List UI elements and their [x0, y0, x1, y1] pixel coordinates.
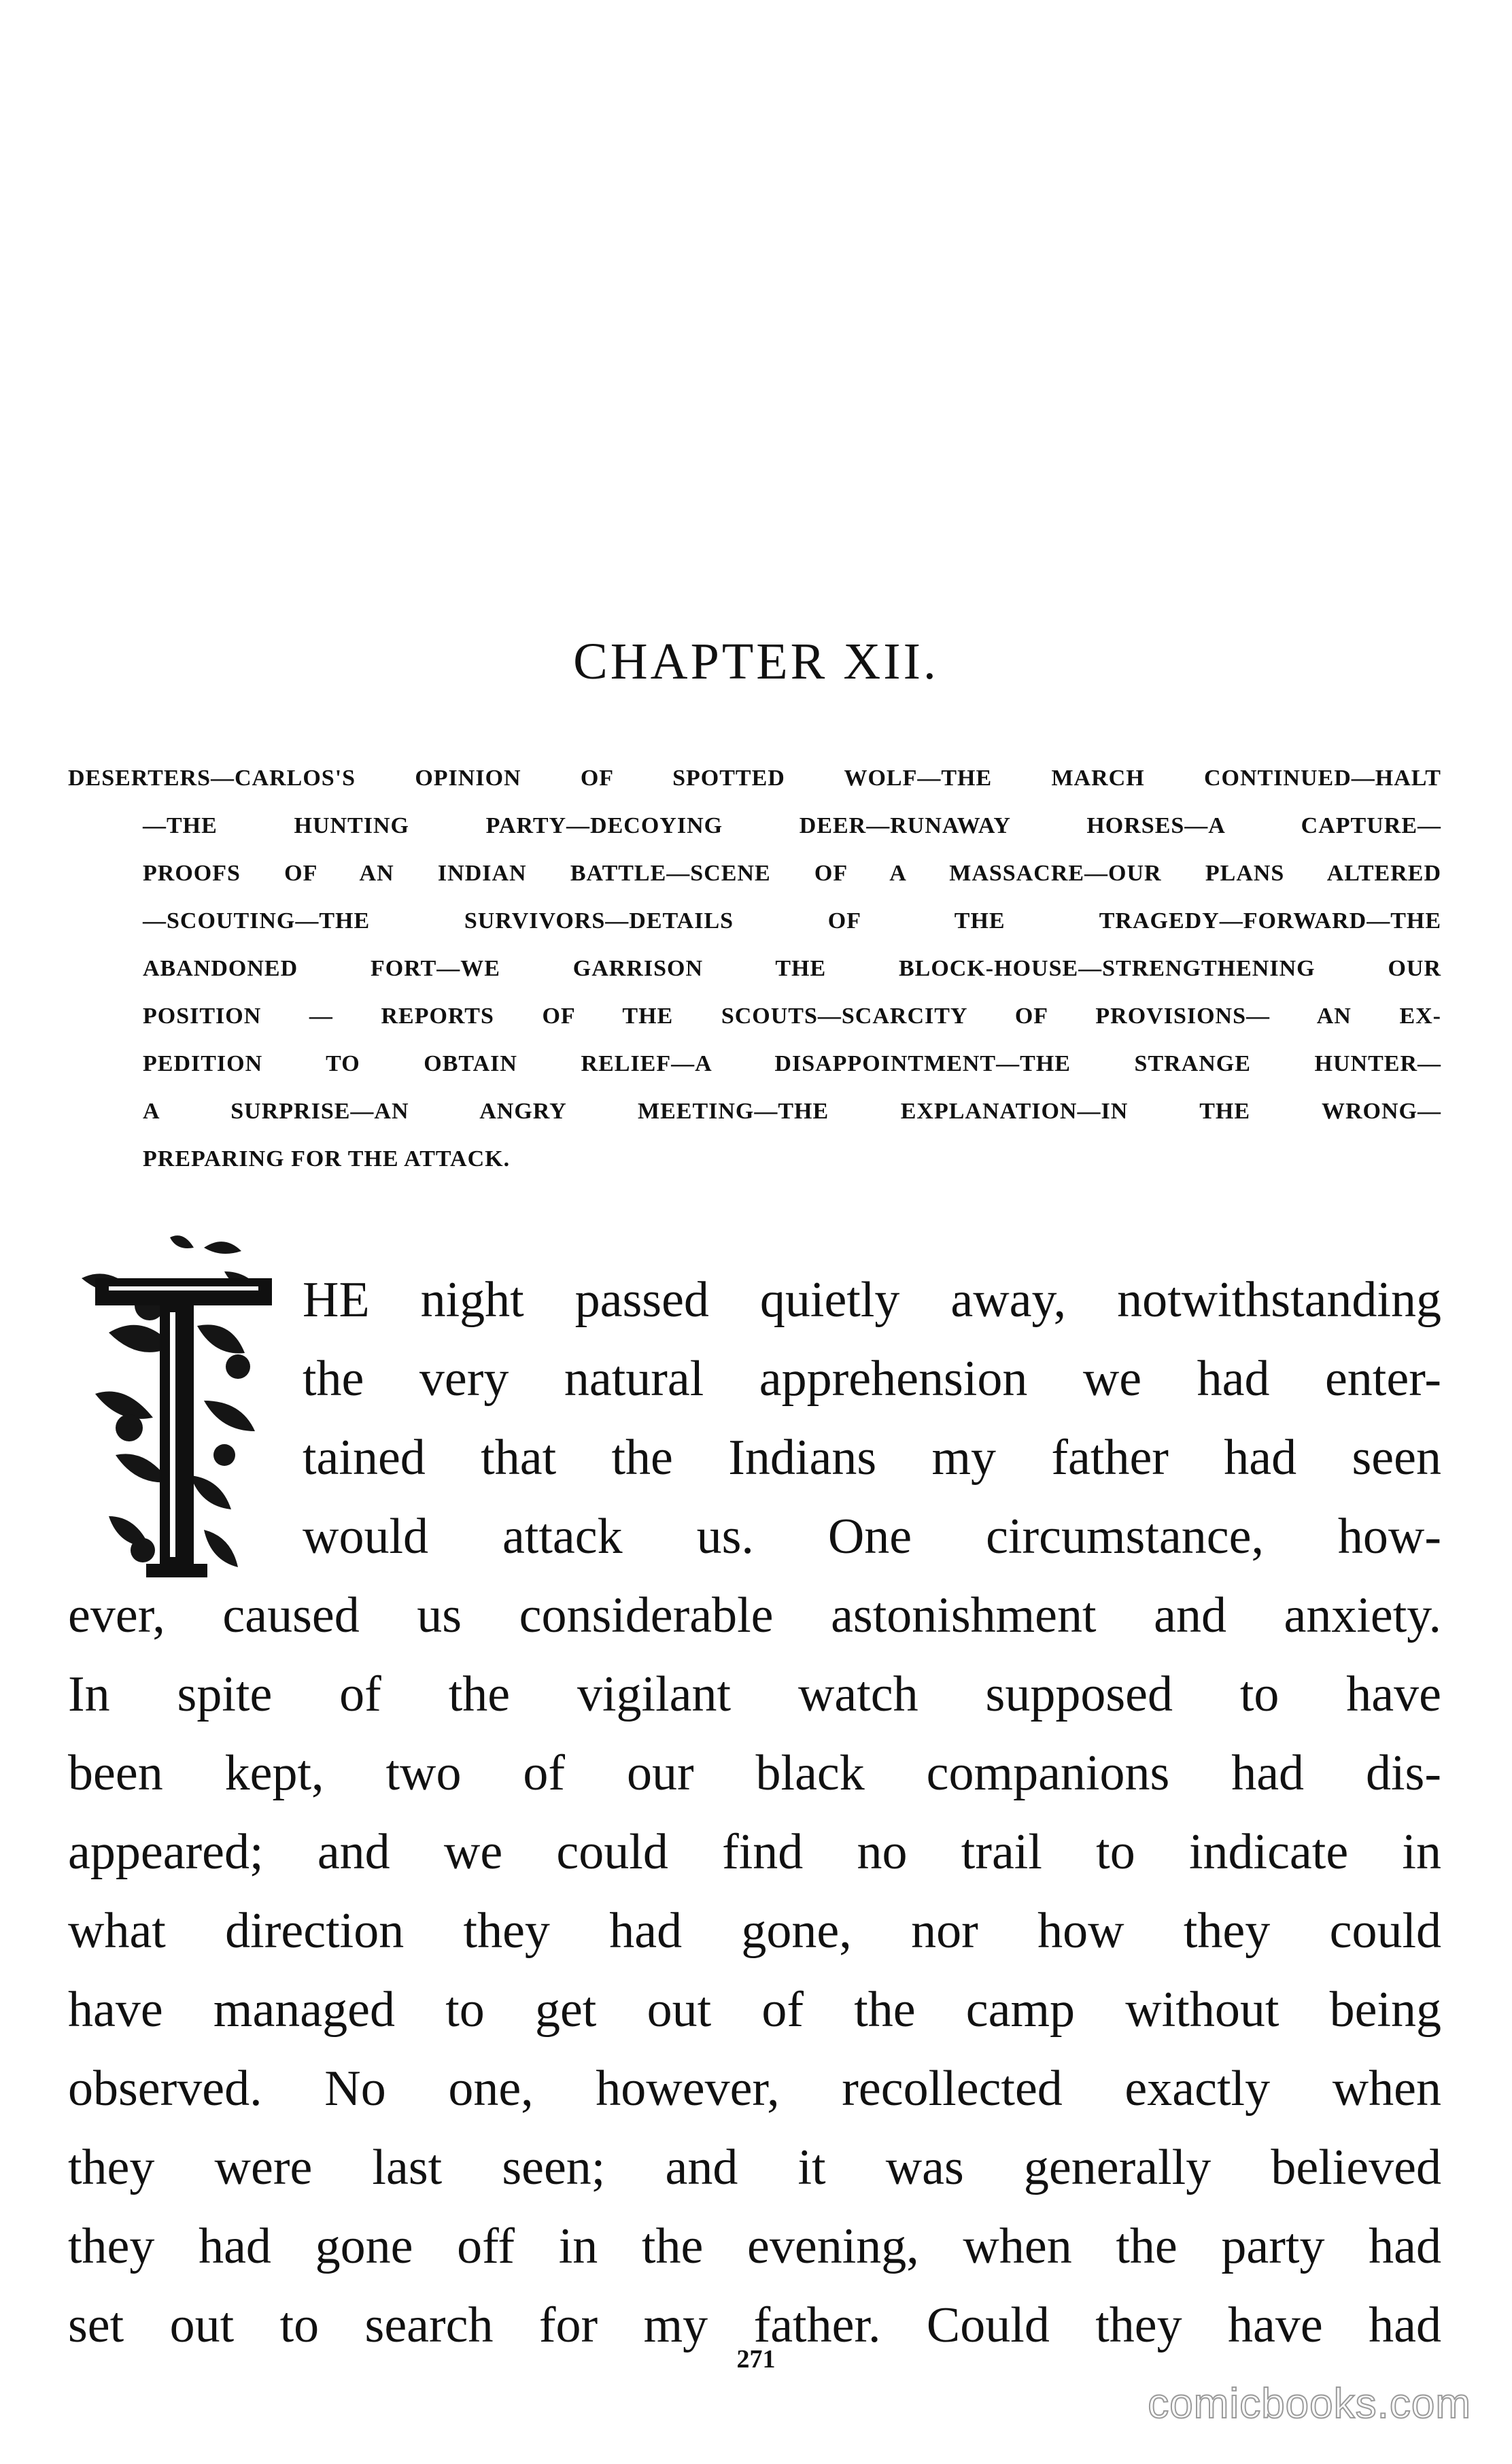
synopsis-line: —THE HUNTING PARTY—DECOYING DEER—RUNAWAY HORSES—A CAPTURE—: [143, 813, 1441, 838]
synopsis-line: POSITION — REPORTS OF THE SCOUTS—SCARCITY OF PROVISIONS— AN EX-: [143, 1004, 1441, 1029]
body-line: they were last seen; and it was generally believed: [68, 2140, 1441, 2195]
decorative-dropcap-icon: [68, 1231, 279, 1584]
body-line: been kept, two of our black companions had dis-: [68, 1745, 1441, 1801]
body-line: tained that the Indians my father had seen: [303, 1430, 1441, 1486]
synopsis-line: PROOFS OF AN INDIAN BATTLE—SCENE OF A MASSACRE—OUR PLANS ALTERED: [143, 861, 1441, 886]
body-line: what direction they had gone, nor how they could: [68, 1903, 1441, 1959]
body-line: HE night passed quietly away, notwithstanding: [303, 1272, 1441, 1328]
chapter-title: CHAPTER XII.: [573, 633, 939, 690]
body-line: they had gone off in the evening, when the party had: [68, 2219, 1441, 2274]
body-line: observed. No one, however, recollected exactly when: [68, 2061, 1441, 2117]
synopsis-line: PREPARING FOR THE ATTACK.: [143, 1146, 511, 1171]
chapter-synopsis: [68, 755, 1441, 1183]
body-line: would attack us. One circumstance, how-: [303, 1509, 1441, 1564]
body-line: appeared; and we could find no trail to indicate in: [68, 1824, 1441, 1880]
synopsis-line: DESERTERS—CARLOS'S OPINION OF SPOTTED WOLF—THE MARCH CONTINUED—HALT: [68, 766, 1441, 791]
body-line: the very natural apprehension we had enter-: [303, 1351, 1441, 1407]
page-number: 271: [736, 2345, 776, 2374]
body-line: In spite of the vigilant watch supposed to have: [68, 1666, 1441, 1722]
synopsis-line: ABANDONED FORT—WE GARRISON THE BLOCK-HOUSE—STRENGTHENING OUR: [143, 956, 1441, 981]
synopsis-line: —SCOUTING—THE SURVIVORS—DETAILS OF THE TRAGEDY—FORWARD—THE: [143, 908, 1441, 934]
body-line: set out to search for my father. Could they have had: [68, 2297, 1441, 2353]
watermark: comicbooks.com: [1148, 2380, 1471, 2427]
body-line: ever, caused us considerable astonishment and anxiety.: [68, 1588, 1441, 1643]
synopsis-line: PEDITION TO OBTAIN RELIEF—A DISAPPOINTMENT—THE STRANGE HUNTER—: [143, 1051, 1441, 1076]
body-line: have managed to get out of the camp without being: [68, 1982, 1441, 2038]
synopsis-line: A SURPRISE—AN ANGRY MEETING—THE EXPLANATION—IN THE WRONG—: [143, 1099, 1441, 1124]
